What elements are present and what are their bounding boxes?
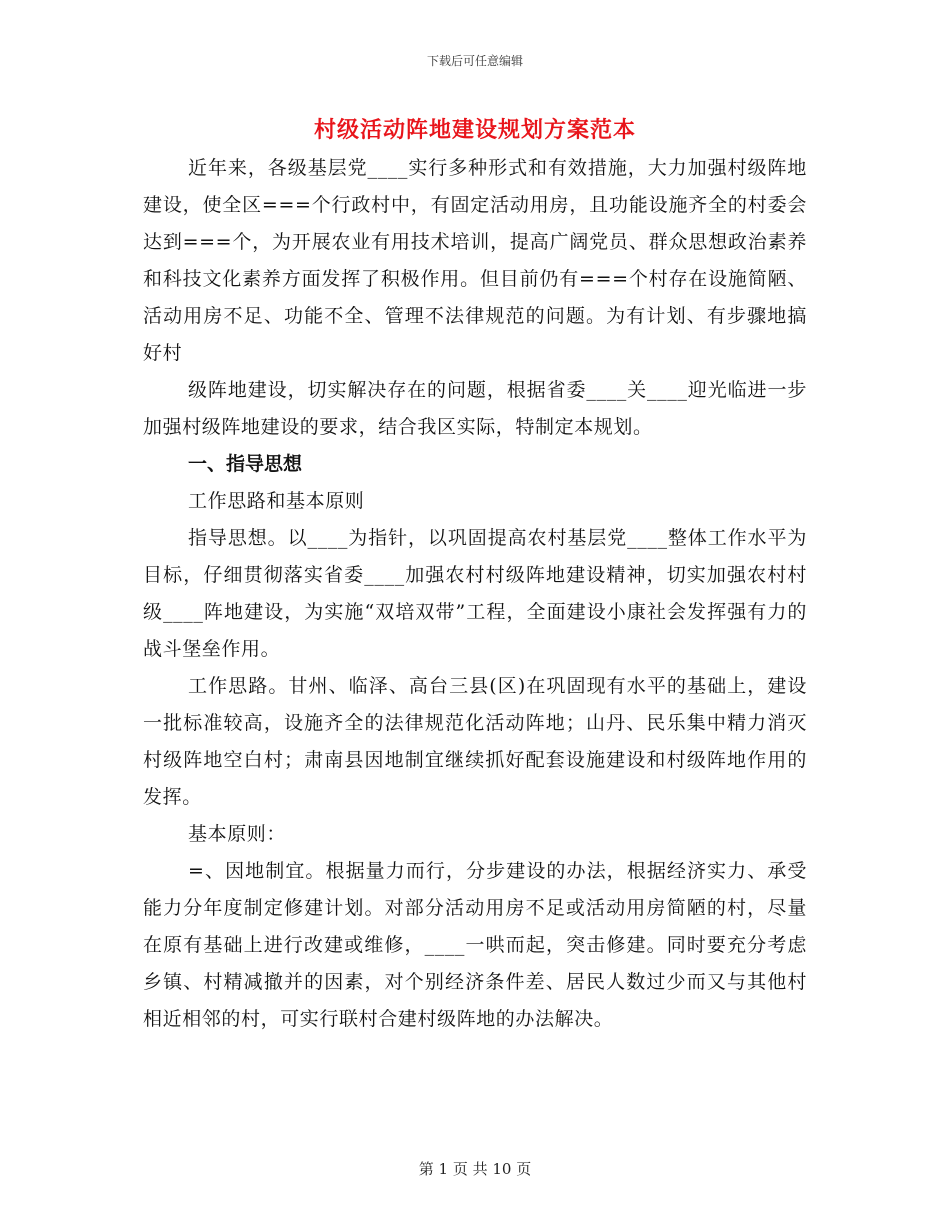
section-heading-guiding-ideology: 一、指导思想 bbox=[188, 453, 303, 475]
document-body bbox=[143, 150, 807, 1038]
page-header-watermark: 下载后可任意编辑 bbox=[426, 54, 523, 68]
paragraph-guiding-ideology: 指导思想。以____为指针，以巩固提高农村基层党____整体工作水平为目标，仔细贯彻落实省委____加强农村村级阵地建设精神，切实加强农村村级____阵地建设，为实施“双培双带”工程，全面建设小康社会发挥强有力的战斗堡垒作用。 bbox=[143, 527, 807, 660]
page-number: 第 1 页 共 10 页 bbox=[418, 1160, 532, 1178]
paragraph-principle-local-conditions: =、因地制宜。根据量力而行，分步建设的办法，根据经济实力、承受能力分年度制定修建计划。对部分活动用房不足或活动用房简陋的村，尽量在原有基础上进行改建或维修，____一哄而起，突击修建。同时要充分考虑乡镇、村精减撤并的因素，对个别经济条件差、居民人数过少而又与其他村相近相邻的村，可实行联村合建村级阵地的办法解决。 bbox=[143, 860, 807, 1030]
paragraph-work-approach: 工作思路。甘州、临泽、高台三县(区)在巩固现有水平的基础上，建设一批标准较高，设施齐全的法律规范化活动阵地；山丹、民乐集中精力消灭村级阵地空白村；肃南县因地制宜继续抓好配套设施建设和村级阵地作用的发挥。 bbox=[143, 675, 807, 808]
paragraph-plan-purpose: 级阵地建设，切实解决存在的问题，根据省委____关____迎光临进一步加强村级阵地建设的要求，结合我区实际，特制定本规划。 bbox=[143, 379, 807, 438]
paragraph-basic-principles-label: 基本原则： bbox=[188, 823, 287, 845]
paragraph-intro: 近年来，各级基层党____实行多种形式和有效措施，大力加强村级阵地建设，使全区===个行政村中，有固定活动用房，且功能设施齐全的村委会达到===个，为开展农业有用技术培训，提高广阔党员、群众思想政治素养和科技文化素养方面发挥了积极作用。但目前仍有===个村存在设施简陋、活动用房不足、功能不全、管理不法律规范的问题。为有计划、有步骤地搞好村 bbox=[143, 157, 807, 364]
paragraph-subheading: 工作思路和基本原则 bbox=[188, 490, 365, 512]
document-title: 村级活动阵地建设规划方案范本 bbox=[313, 117, 636, 143]
